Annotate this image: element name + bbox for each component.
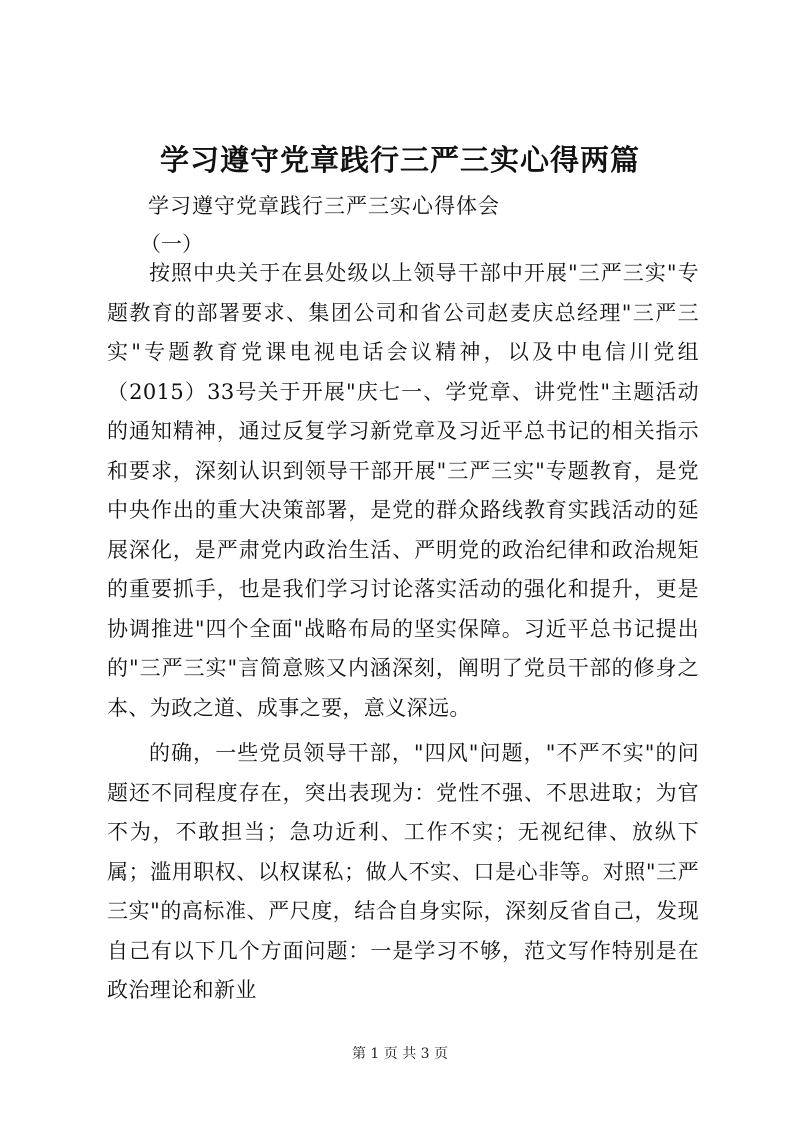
document-subtitle: 学习遵守党章践行三严三实心得体会: [148, 194, 500, 218]
page-number-footer: 第 1 页 共 3 页: [351, 1046, 449, 1062]
body-paragraph: 按照中央关于在县处级以上领导干部中开展"三严三实"专题教育的部署要求、集团公司和省公司赵麦庆总经理"三严三实"专题教育党课电视电话会议精神，以及中电信川党组（2015）33号关于开展"庆七一、学党章、讲党性"主题活动的通知精神，通过反复学习新党章及习近平总书记的相关指示和要求，深刻认识到领导干部开展"三严三实"专题教育，是党中央作出的重大决策部署，是党的群众路线教育实践活动的延展深化，是严肃党内政治生活、严明党的政治纪律和政治规矩的重要抓手，也是我们学习讨论落实活动的强化和提升，更是协调推进"四个全面"战略布局的坚实保障。习近平总书记提出的"三严三实"言简意赅又内涵深刻，阐明了党员干部的修身之本、为政之道、成事之要，意义深远。: [107, 261, 699, 720]
body-paragraph: 的确，一些党员领导干部，"四风"问题，"不严不实"的问题还不同程度存在，突出表现为：党性不强、不思进取；为官不为，不敢担当；急功近利、工作不实；无视纪律、放纵下属；滥用职权、以权谋私；做人不实、口是心非等。对照"三严三实"的高标准、严尺度，结合自身实际，深刻反省自己，发现自己有以下几个方面问题：一是学习不够，范文写作特别是在政治理论和新业: [107, 741, 699, 1002]
section-label: （一）: [140, 232, 203, 256]
document-title: 学习遵守党章践行三严三实心得两篇: [159, 143, 640, 177]
